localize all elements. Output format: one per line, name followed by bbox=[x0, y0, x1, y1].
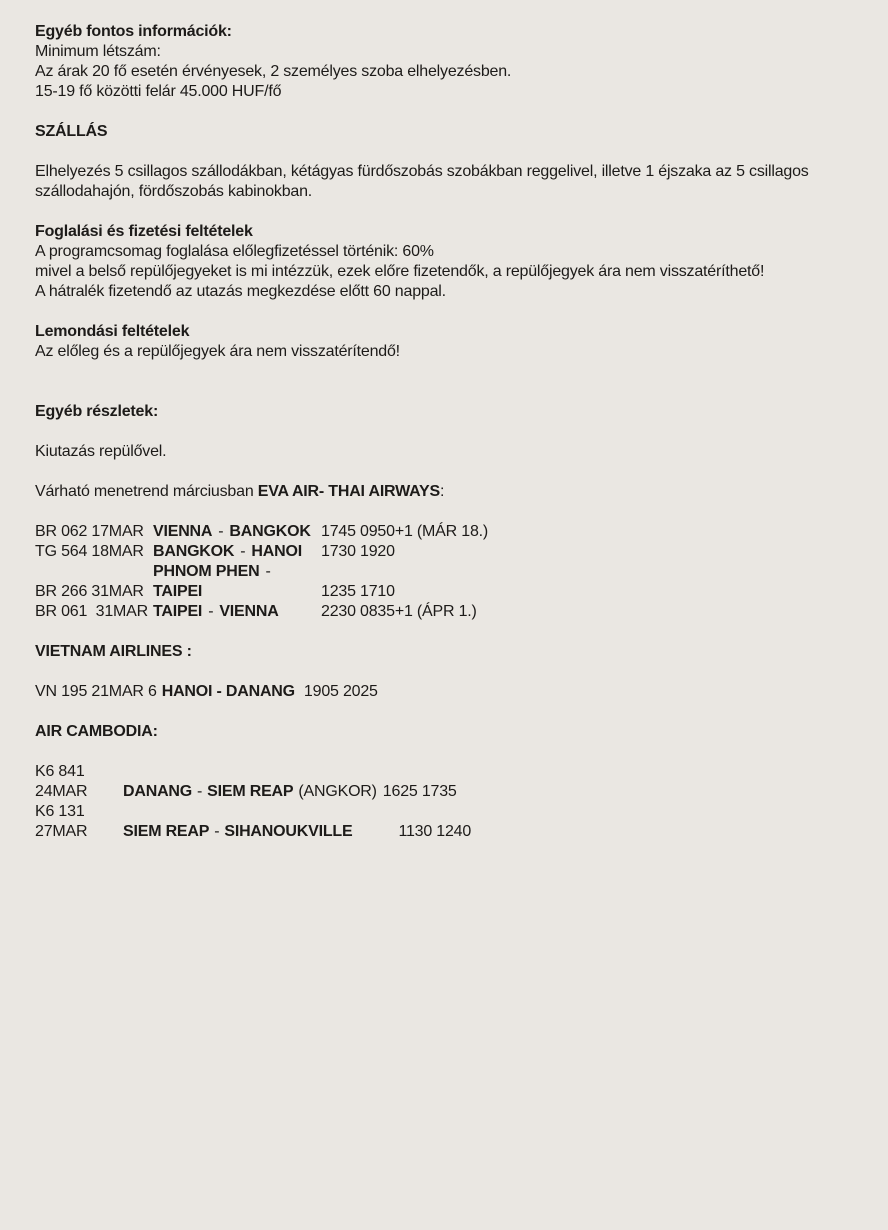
flight-code-date: BR 266 31MAR bbox=[35, 583, 144, 600]
flight-from: VIENNA bbox=[153, 523, 213, 540]
heading-accommodation: SZÁLLÁS bbox=[35, 123, 108, 140]
route-dash: - bbox=[265, 563, 271, 580]
heading-important-info: Egyéb fontos információk: bbox=[35, 23, 232, 40]
flight-to: HANOI bbox=[251, 543, 302, 560]
flight-row-br061 bbox=[35, 602, 863, 622]
line-price-validity: Az árak 20 fő esetén érvényesek, 2 személyes szoba elhelyezésben. bbox=[35, 63, 512, 80]
flight-times: 1730 1920 bbox=[321, 543, 395, 560]
section-accommodation bbox=[35, 122, 863, 202]
flight-code-date: TG 564 18MAR bbox=[35, 543, 144, 560]
line-balance-due: A hátralék fizetendő az utazás megkezdése előtt 60 nappal. bbox=[35, 283, 446, 300]
section-booking-payment bbox=[35, 222, 863, 302]
flight-from: DANANG bbox=[123, 783, 193, 800]
flight-code-date: BR 061 31MAR bbox=[35, 603, 149, 620]
route-dash: - bbox=[240, 543, 246, 560]
section-eva-schedule bbox=[35, 522, 863, 622]
flight-times: 1745 0950+1 (MÁR 18.) bbox=[321, 523, 489, 540]
flight-code-date: K6 841 24MAR bbox=[35, 763, 89, 800]
section-important-info bbox=[35, 22, 863, 102]
flight-to: BANGKOK bbox=[229, 523, 311, 540]
section-other-details bbox=[35, 402, 863, 502]
line-schedule-intro bbox=[35, 482, 863, 502]
section-cancellation bbox=[35, 322, 863, 362]
flight-route bbox=[153, 562, 321, 602]
flight-row-k6131 bbox=[35, 802, 863, 842]
flight-row-k6841 bbox=[35, 762, 863, 802]
flight-route bbox=[153, 522, 321, 542]
flight-to: SIEM REAP bbox=[207, 783, 294, 800]
flight-to: TAIPEI bbox=[153, 583, 203, 600]
flight-from: PHNOM PHEN bbox=[153, 563, 260, 580]
schedule-airlines: EVA AIR- THAI AIRWAYS bbox=[257, 483, 440, 500]
line-outbound: Kiutazás repülővel. bbox=[35, 443, 167, 460]
flight-times: 1130 1240 bbox=[398, 823, 472, 840]
flight-route: HANOI - DANANG bbox=[161, 683, 295, 700]
line-minimum-headcount: Minimum létszám: bbox=[35, 43, 161, 60]
route-suffix: (ANGKOR) bbox=[298, 783, 377, 800]
flight-code-date: VN 195 21MAR 6 bbox=[35, 683, 157, 700]
line-deposit: A programcsomag foglalása előlegfizetéssel történik: 60% bbox=[35, 243, 434, 260]
flight-row-vn195 bbox=[35, 682, 863, 702]
flight-times: 1625 1735 bbox=[382, 783, 457, 800]
section-vietnam-airlines bbox=[35, 642, 863, 702]
flight-to: VIENNA bbox=[219, 603, 279, 620]
flight-from: BANGKOK bbox=[153, 543, 235, 560]
route-dash: - bbox=[214, 823, 220, 840]
flight-code-date: K6 131 27MAR bbox=[35, 803, 94, 840]
heading-other-details: Egyéb részletek: bbox=[35, 403, 159, 420]
flight-row-br266 bbox=[35, 562, 863, 602]
flight-row-tg564 bbox=[35, 542, 863, 562]
flight-times: 2230 0835+1 (ÁPR 1.) bbox=[321, 603, 477, 620]
flight-to: SIHANOUKVILLE bbox=[224, 823, 353, 840]
heading-air-cambodia: AIR CAMBODIA: bbox=[35, 723, 158, 740]
route-dash: - bbox=[197, 783, 203, 800]
flight-times: 1235 1710 bbox=[321, 583, 395, 600]
flight-code-date: BR 062 17MAR bbox=[35, 523, 144, 540]
schedule-colon: : bbox=[439, 483, 445, 500]
line-cancellation: Az előleg és a repülőjegyek ára nem visszatérítendő! bbox=[35, 343, 400, 360]
heading-booking-payment: Foglalási és fizetési feltételek bbox=[35, 223, 253, 240]
heading-vietnam-airlines: VIETNAM AIRLINES : bbox=[35, 643, 192, 660]
flight-times: 1905 2025 bbox=[303, 683, 378, 700]
flight-from: SIEM REAP bbox=[123, 823, 210, 840]
route-dash: - bbox=[218, 523, 224, 540]
line-surcharge: 15-19 fő közötti felár 45.000 HUF/fő bbox=[35, 83, 282, 100]
flight-from: TAIPEI bbox=[153, 603, 203, 620]
schedule-intro-text: Várható menetrend márciusban bbox=[35, 483, 258, 500]
route-dash: - bbox=[208, 603, 214, 620]
line-accommodation-2: szállodahajón, fördőszobás kabinokban. bbox=[35, 183, 313, 200]
flight-row-br062 bbox=[35, 522, 863, 542]
flight-route bbox=[153, 542, 321, 562]
flight-route bbox=[153, 602, 321, 622]
line-accommodation-1: Elhelyezés 5 csillagos szállodákban, kétágyas fürdőszobás szobákban reggelivel, illetve 1 éjszaka az 5 csillagos bbox=[35, 163, 809, 180]
heading-cancellation: Lemondási feltételek bbox=[35, 323, 190, 340]
section-air-cambodia bbox=[35, 722, 863, 842]
line-domestic-tickets: mivel a belső repülőjegyeket is mi intézzük, ezek előre fizetendők, a repülőjegyek ára nem visszatéríthető! bbox=[35, 263, 765, 280]
